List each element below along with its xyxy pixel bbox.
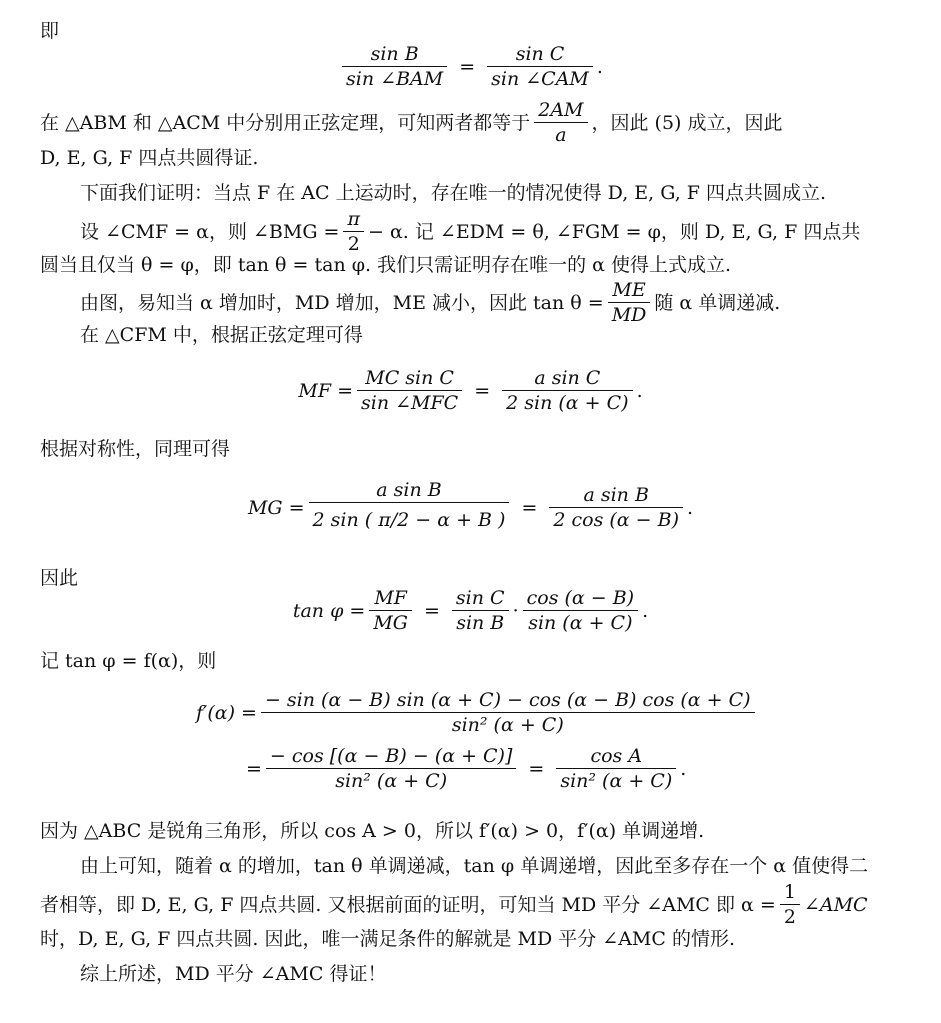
fraction: $\frac{1}{2}$ bbox=[780, 880, 800, 929]
equation-tan-phi: tan φ = $\frac{MF}{MG}$ = $\frac{\text{sin C}}{\text{sin B}}$ · $\frac{\cos (\alpha - B)}{\sin (\alpha + C)}$ . bbox=[292, 587, 649, 634]
paragraph-ji: 即 bbox=[40, 20, 60, 42]
paragraph-final: 综上所述，MD 平分 ∠AMC 得证！ bbox=[80, 963, 387, 985]
equation-derivative-1: f′(α) = $\frac{- \sin (\alpha - B) \sin (\alpha + C) - \cos (\alpha - B) \cos (\alpha + C)}{\text{sin² (α + C)}}$ bbox=[196, 688, 759, 737]
fraction: $\frac{2AM}{a}$ bbox=[534, 98, 587, 147]
paragraph-conclusion-2: 者相等，即 D, E, G, F 四点共圆. 又根据前面的证明，可知当 MD 平分 ∠AMC 即 α = $\frac{1}{2}$ ∠AMC bbox=[40, 881, 868, 928]
equation-derivative-2: = $\frac{- \cos [(\alpha - B) - (\alpha + C)]}{\text{sin² (α + C)}}$ = $\frac{\text{cos A}}{\text{sin² (α + C)}}$ . bbox=[246, 745, 687, 792]
equation-mf: MF = $\frac{\text{MC sin C}}{\text{sin ∠MFC}}$ = $\frac{\text{a sin C}}{2 \sin (\alpha + C)}$ . bbox=[298, 367, 643, 414]
denominator: sin ∠BAM bbox=[346, 68, 444, 90]
paragraph-condition: 圆当且仅当 θ = φ，即 tan θ = tan φ. 我们只需证明存在唯一的 α 使得上式成立. bbox=[40, 254, 732, 276]
paragraph-triangle-cfm: 在 △CFM 中，根据正弦定理可得 bbox=[80, 324, 363, 346]
denominator: sin ∠CAM bbox=[491, 68, 589, 90]
fraction bbox=[342, 42, 447, 91]
paragraph-conclusion-3: 时，D, E, G, F 四点共圆. 因此，唯一满足条件的解就是 MD 平分 ∠AMC 的情形. bbox=[40, 928, 735, 950]
fraction: $\frac{ME}{MD}$ bbox=[608, 278, 651, 327]
equation-1: $\frac{\text{sin B}}{\text{sin ∠BAM}}$ = $\frac{\text{sin C}}{\text{sin ∠CAM}}$ . bbox=[0, 42, 941, 91]
paragraph-symmetry: 根据对称性，同理可得 bbox=[40, 438, 231, 460]
numerator: sin B bbox=[342, 42, 447, 67]
paragraph-conclusion-1: 由上可知，随着 α 的增加，tan θ 单调递减，tan φ 单调递增，因此至多存在一个 α 值使得二 bbox=[80, 855, 869, 877]
equation-mg: MG = $\frac{\text{a sin B}}{2 \sin ( \pi/2 - \alpha + B )}$ = $\frac{\text{a sin B}}{2 \cos (\alpha - B)}$ . bbox=[247, 479, 694, 531]
paragraph-acute: 因为 △ABC 是锐角三角形，所以 cos A > 0，所以 f′(α) > 0，f′(α) 单调递增. bbox=[40, 820, 705, 842]
paragraph-define-f: 记 tan φ = f(α)，则 bbox=[40, 650, 217, 672]
fraction: $\frac{\pi}{2}$ bbox=[343, 207, 364, 256]
paragraph-concyclic: D, E, G, F 四点共圆得证. bbox=[40, 147, 259, 169]
paragraph-angles: 设 ∠CMF = α，则 ∠BMG = $\frac{\pi}{2}$ − α. 记 ∠EDM = θ, ∠FGM = φ，则 D, E, G, F 四点共 bbox=[80, 208, 861, 255]
paragraph-sine-law: 在 △ABM 和 △ACM 中分别用正弦定理，可知两者都等于 $\frac{2AM}{a}$ ，因此 (5) 成立，因此 bbox=[40, 99, 783, 146]
fraction bbox=[487, 42, 593, 91]
paragraph-proof-intro: 下面我们证明：当点 F 在 AC 上运动时，存在唯一的情况使得 D, E, G, F 四点共圆成立. bbox=[80, 182, 827, 204]
numerator: sin C bbox=[487, 42, 593, 67]
paragraph-therefore: 因此 bbox=[40, 567, 79, 589]
paragraph-monotone: 由图，易知当 α 增加时，MD 增加，ME 减小，因此 tan θ = $\frac{ME}{MD}$ 随 α 单调递减. bbox=[80, 279, 781, 326]
